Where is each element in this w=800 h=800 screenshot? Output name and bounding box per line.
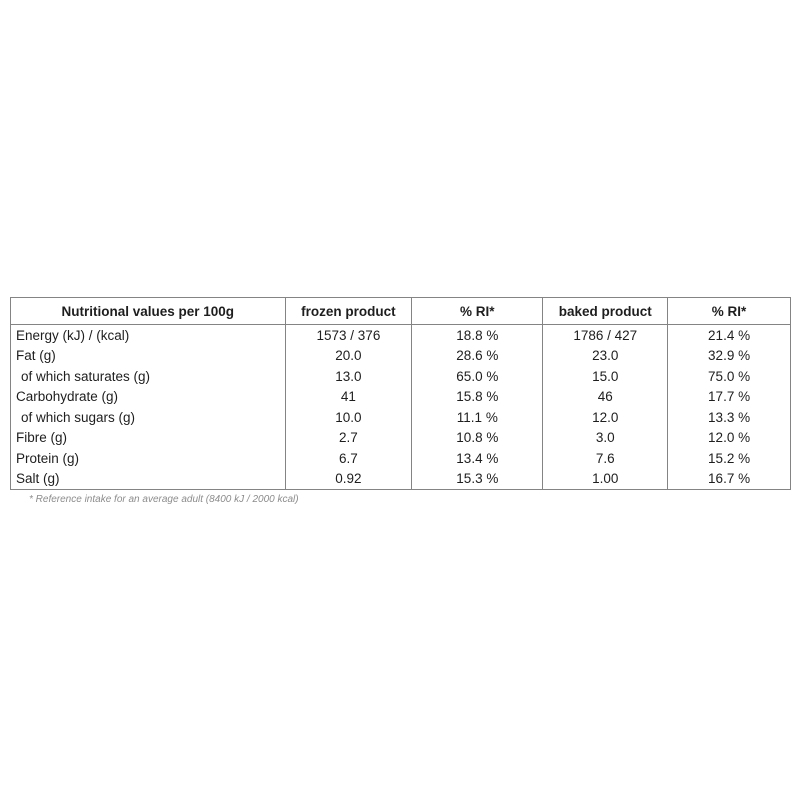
frozen-ri-value: 10.8 %	[412, 428, 543, 449]
row-label: of which sugars (g)	[11, 407, 286, 428]
frozen-value: 20.0	[285, 346, 412, 367]
baked-ri-value: 21.4 %	[668, 325, 791, 346]
nutrition-table-container	[10, 297, 791, 505]
table-body	[11, 325, 791, 490]
baked-value: 1.00	[543, 469, 668, 490]
frozen-ri-value: 15.3 %	[412, 469, 543, 490]
row-label: Fat (g)	[11, 346, 286, 367]
row-label: Protein (g)	[11, 448, 286, 469]
header-baked-product: baked product	[543, 298, 668, 325]
table-row	[11, 448, 791, 469]
frozen-ri-value: 18.8 %	[412, 325, 543, 346]
frozen-ri-value: 13.4 %	[412, 448, 543, 469]
frozen-value: 2.7	[285, 428, 412, 449]
header-nutritional-values: Nutritional values per 100g	[11, 298, 286, 325]
baked-value: 12.0	[543, 407, 668, 428]
table-row	[11, 325, 791, 346]
frozen-value: 1573 / 376	[285, 325, 412, 346]
baked-ri-value: 12.0 %	[668, 428, 791, 449]
frozen-ri-value: 65.0 %	[412, 366, 543, 387]
frozen-ri-value: 28.6 %	[412, 346, 543, 367]
header-frozen-ri: % RI*	[412, 298, 543, 325]
baked-value: 15.0	[543, 366, 668, 387]
row-label: Fibre (g)	[11, 428, 286, 449]
frozen-value: 6.7	[285, 448, 412, 469]
row-label: Carbohydrate (g)	[11, 387, 286, 408]
row-label: of which saturates (g)	[11, 366, 286, 387]
row-label: Salt (g)	[11, 469, 286, 490]
baked-value: 23.0	[543, 346, 668, 367]
frozen-ri-value: 11.1 %	[412, 407, 543, 428]
nutrition-table	[10, 297, 791, 490]
frozen-value: 13.0	[285, 366, 412, 387]
footnote: * Reference intake for an average adult (8400 kJ / 2000 kcal)	[29, 494, 299, 505]
baked-value: 46	[543, 387, 668, 408]
baked-ri-value: 75.0 %	[668, 366, 791, 387]
frozen-value: 41	[285, 387, 412, 408]
baked-value: 1786 / 427	[543, 325, 668, 346]
baked-ri-value: 15.2 %	[668, 448, 791, 469]
table-row	[11, 366, 791, 387]
baked-ri-value: 16.7 %	[668, 469, 791, 490]
baked-ri-value: 13.3 %	[668, 407, 791, 428]
table-row	[11, 469, 791, 490]
baked-ri-value: 17.7 %	[668, 387, 791, 408]
header-row	[11, 298, 791, 325]
table-row	[11, 407, 791, 428]
frozen-ri-value: 15.8 %	[412, 387, 543, 408]
table-row	[11, 346, 791, 367]
baked-value: 3.0	[543, 428, 668, 449]
frozen-value: 0.92	[285, 469, 412, 490]
header-baked-ri: % RI*	[668, 298, 791, 325]
baked-ri-value: 32.9 %	[668, 346, 791, 367]
frozen-value: 10.0	[285, 407, 412, 428]
baked-value: 7.6	[543, 448, 668, 469]
table-row	[11, 387, 791, 408]
row-label: Energy (kJ) / (kcal)	[11, 325, 286, 346]
header-frozen-product: frozen product	[285, 298, 412, 325]
table-row	[11, 428, 791, 449]
